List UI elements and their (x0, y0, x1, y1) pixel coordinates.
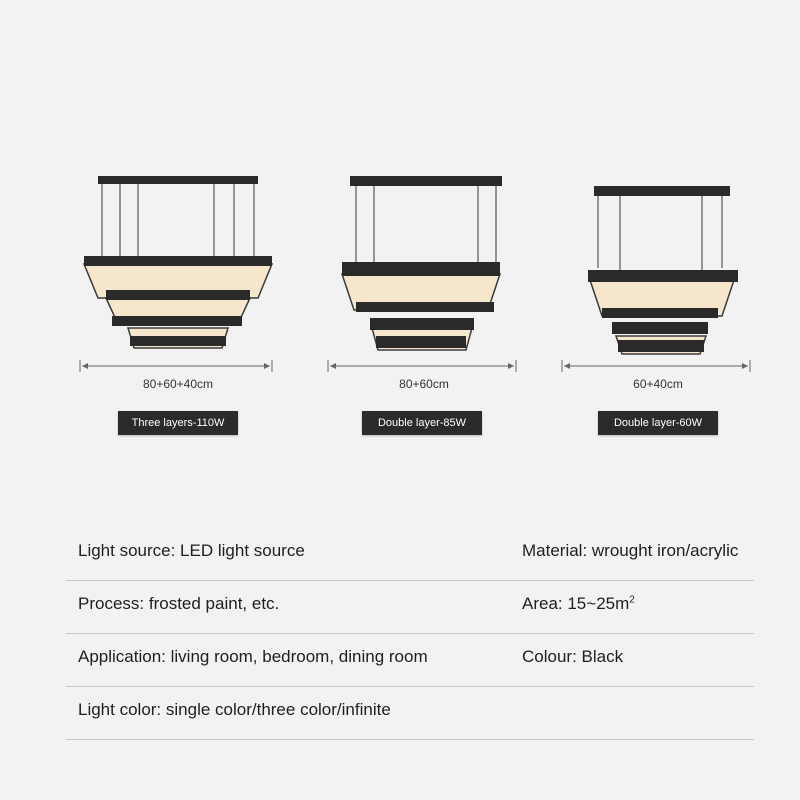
spec-colour: Colour: Black (522, 647, 624, 666)
spec-row-2 (66, 581, 754, 634)
spec-row-4 (66, 687, 754, 740)
chandelier-double-85w-image (336, 170, 516, 360)
spec-light-color: Light color: single color/three color/infinite (78, 700, 391, 719)
chandelier-double-60w-image (582, 170, 742, 360)
dimension-arrow-1 (78, 358, 274, 374)
spec-area-text: Area: 15~25m (522, 594, 630, 613)
spec-application: Application: living room, bedroom, dining room (78, 647, 428, 666)
specifications-table (66, 528, 754, 740)
chandelier-three-layers (78, 170, 278, 360)
spec-material: Material: wrought iron/acrylic (522, 541, 739, 560)
chandelier-double-60w (582, 170, 742, 360)
dimension-label-1: 80+60+40cm (142, 377, 214, 391)
badge-three-layers: Three layers-110W (118, 411, 238, 435)
spec-area (522, 594, 635, 614)
dimension-label-3: 60+40cm (633, 377, 683, 391)
spec-row-3 (66, 634, 754, 687)
badge-double-60w: Double layer-60W (598, 411, 718, 435)
spec-area-superscript: 2 (629, 594, 635, 606)
spec-process: Process: frosted paint, etc. (78, 594, 280, 613)
dimension-arrow-2 (326, 358, 518, 374)
spec-light-source: Light source: LED light source (78, 541, 305, 560)
spec-row-1 (66, 528, 754, 581)
chandelier-three-layers-image (78, 170, 278, 360)
chandelier-double-85w (336, 170, 516, 360)
dimension-label-2: 80+60cm (399, 377, 449, 391)
badge-double-85w: Double layer-85W (362, 411, 482, 435)
dimension-arrow-3 (560, 358, 752, 374)
